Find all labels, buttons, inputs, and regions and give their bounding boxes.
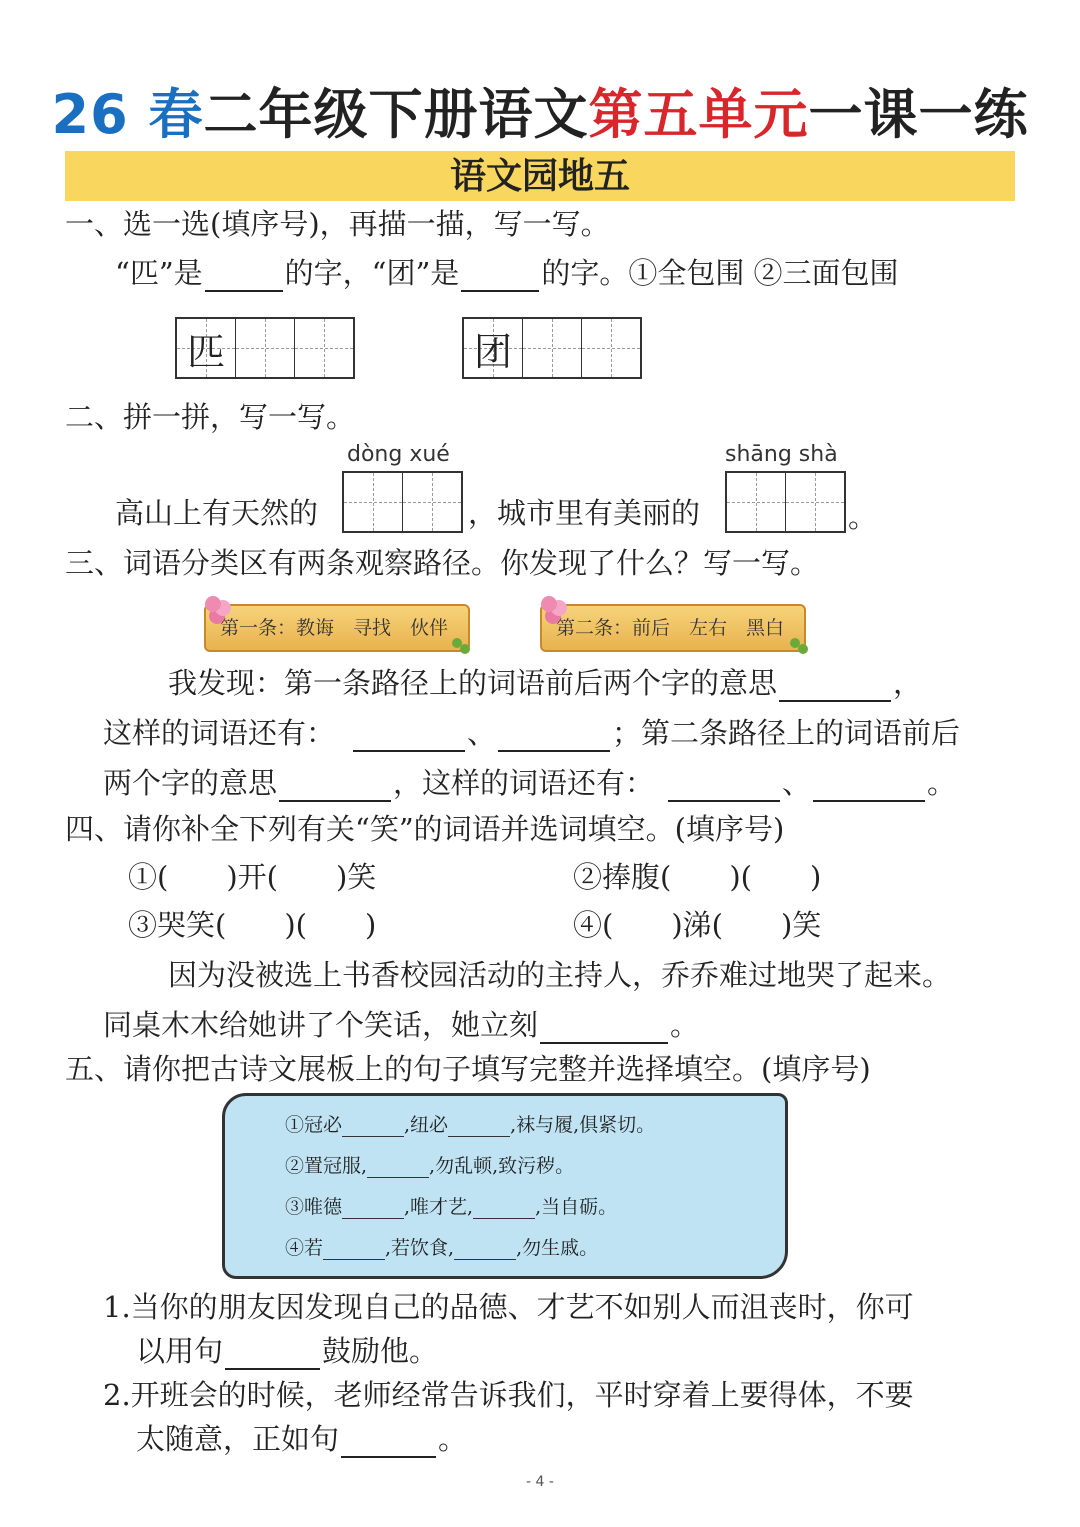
q5-sub-1-line-b <box>136 1332 438 1370</box>
q5-blank-1[interactable] <box>225 1338 320 1370</box>
q5-sub-2-text: 太随意，正如句 <box>136 1422 340 1456</box>
q2-pinyin-2: shāng shà <box>725 442 838 467</box>
q5-sub-1-text: 以用句 <box>136 1334 224 1368</box>
q3-blank-4[interactable] <box>279 770 391 802</box>
poem-board <box>222 1093 788 1279</box>
q4-item-2[interactable]: ②捧腹( )( ) <box>573 860 822 894</box>
q1-blank-1[interactable] <box>205 260 283 292</box>
q1-text-a: “匹”是 <box>115 256 203 290</box>
board-line-1 <box>285 1110 655 1137</box>
q5-sub-2-line-a: 2.开班会的时候，老师经常告诉我们，平时穿着上要得体，不要 <box>103 1378 914 1412</box>
q2-heading: 二、拼一拼，写一写。 <box>65 400 356 434</box>
board-text: ④若 <box>285 1237 324 1259</box>
q1-char-pi: 匹 <box>186 329 225 374</box>
q1-text-b: 的字，“团”是 <box>284 256 460 290</box>
q3-blank-1[interactable] <box>779 670 891 702</box>
flower-icon <box>541 596 557 612</box>
q2-pinyin-1: dòng xué <box>347 442 450 467</box>
q3-blank-2[interactable] <box>353 720 465 752</box>
board-text: ,唯才艺, <box>404 1196 474 1218</box>
title-grade-prefix: 26 春 <box>51 83 204 146</box>
q2-writing-grid-1[interactable] <box>342 471 463 533</box>
q3-line-3-c: 、 <box>782 766 812 800</box>
board-blank[interactable] <box>342 1200 404 1219</box>
q2-text-a: 高山上有天然的 <box>115 496 319 530</box>
q4-paragraph-1: 因为没被选上书香校园活动的主持人，乔乔难过地哭了起来。 <box>168 958 952 992</box>
q4-item-4[interactable]: ④( )涕( )笑 <box>573 908 822 942</box>
q3-line-3-b: ，这样的词语还有： <box>393 766 655 800</box>
q2-text-b: ，城市里有美丽的 <box>468 496 701 530</box>
q4-item-3[interactable]: ③哭笑( )( ) <box>128 908 377 942</box>
q4-paragraph-2 <box>103 1006 699 1044</box>
q3-blank-5[interactable] <box>668 770 780 802</box>
q1-text-c: 的字。①全包围 ②三面包围 <box>541 256 899 290</box>
q3-line-1-end: ， <box>893 666 923 700</box>
q3-line-2-a: 这样的词语还有： <box>103 716 336 750</box>
q2-text-c: 。 <box>848 500 878 534</box>
board-text: ,若饮食, <box>385 1237 455 1259</box>
board-blank[interactable] <box>454 1241 516 1260</box>
q3-path-scroll-2: 第二条：前后 左右 黑白 <box>540 604 806 652</box>
board-text: ③唯德 <box>285 1196 343 1218</box>
q3-line-3-a: 两个字的意思 <box>103 766 278 800</box>
q5-sub-1-line-a: 1.当你的朋友因发现自己的品德、才艺不如别人而沮丧时，你可 <box>103 1290 914 1324</box>
page-title <box>0 72 1080 149</box>
title-suffix: 一课一练 <box>808 83 1029 146</box>
q3-blank-6[interactable] <box>813 770 925 802</box>
board-blank[interactable] <box>473 1200 535 1219</box>
q3-line-3 <box>103 764 956 802</box>
grid-cell[interactable] <box>177 319 236 377</box>
q4-paragraph-2-end: 。 <box>670 1008 700 1042</box>
q1-heading: 一、选一选(填序号)，再描一描，写一写。 <box>65 207 610 241</box>
q1-blank-2[interactable] <box>461 260 539 292</box>
grid-cell[interactable] <box>344 473 403 531</box>
board-text: ,袜与履,俱紧切。 <box>510 1114 656 1136</box>
title-grade: 二年级下册语文 <box>203 83 589 146</box>
q3-line-1-text: 我发现：第一条路径上的词语前后两个字的意思 <box>168 666 778 700</box>
q5-blank-2[interactable] <box>341 1426 436 1458</box>
board-blank[interactable] <box>448 1118 510 1137</box>
board-text: ①冠必 <box>285 1114 343 1136</box>
q5-sub-2-line-b <box>136 1420 467 1458</box>
board-blank[interactable] <box>323 1241 385 1260</box>
grid-cell[interactable] <box>582 319 640 377</box>
board-text: ,纽必 <box>404 1114 449 1136</box>
q3-heading: 三、词语分类区有两条观察路径。你发现了什么？写一写。 <box>65 546 820 580</box>
leaf-icon <box>452 638 462 648</box>
q3-path-scroll-1: 第一条：教诲 寻找 伙伴 <box>204 604 470 652</box>
q5-heading: 五、请你把古诗文展板上的句子填写完整并选择填空。(填序号) <box>65 1052 871 1086</box>
q3-line-2-b: 、 <box>467 716 497 750</box>
q4-paragraph-2-text: 同桌木木给她讲了个笑话，她立刻 <box>103 1008 539 1042</box>
board-text: ,当自砺。 <box>535 1196 618 1218</box>
q1-writing-grid-1[interactable] <box>175 317 355 379</box>
q2-writing-grid-2[interactable] <box>725 471 846 533</box>
title-unit: 第五单元 <box>588 83 809 146</box>
grid-cell[interactable] <box>464 319 523 377</box>
q4-item-1[interactable]: ①( )开( )笑 <box>128 860 377 894</box>
board-line-3 <box>285 1192 617 1219</box>
grid-cell[interactable] <box>727 473 786 531</box>
q1-char-tuan: 团 <box>473 329 512 374</box>
q4-blank[interactable] <box>540 1012 668 1044</box>
q3-line-2 <box>103 714 960 752</box>
board-line-2 <box>285 1151 574 1178</box>
q1-sentence <box>115 254 899 292</box>
page-number: - 4 - <box>526 1474 554 1490</box>
grid-cell[interactable] <box>236 319 295 377</box>
board-text: ,勿生戚。 <box>516 1237 599 1259</box>
board-line-4 <box>285 1233 598 1260</box>
grid-cell[interactable] <box>403 473 461 531</box>
grid-cell[interactable] <box>523 319 582 377</box>
board-text: ,勿乱顿,致污秽。 <box>429 1155 575 1177</box>
q3-line-2-c: ；第二条路径上的词语前后 <box>612 716 961 750</box>
grid-cell[interactable] <box>786 473 844 531</box>
q1-writing-grid-2[interactable] <box>462 317 642 379</box>
q4-heading: 四、请你补全下列有关“笑”的词语并选词填空。(填序号) <box>65 812 785 846</box>
q3-line-1 <box>168 664 922 702</box>
q5-sub-1-end: 鼓励他。 <box>322 1334 439 1368</box>
q3-blank-3[interactable] <box>498 720 610 752</box>
flower-icon <box>205 596 221 612</box>
leaf-icon <box>790 638 800 648</box>
section-banner: 语文园地五 <box>65 151 1015 201</box>
board-blank[interactable] <box>342 1118 404 1137</box>
board-blank[interactable] <box>367 1159 429 1178</box>
board-text: ②置冠服, <box>285 1155 368 1177</box>
grid-cell[interactable] <box>295 319 353 377</box>
q5-sub-2-end: 。 <box>438 1422 468 1456</box>
q3-line-3-d: 。 <box>927 766 957 800</box>
